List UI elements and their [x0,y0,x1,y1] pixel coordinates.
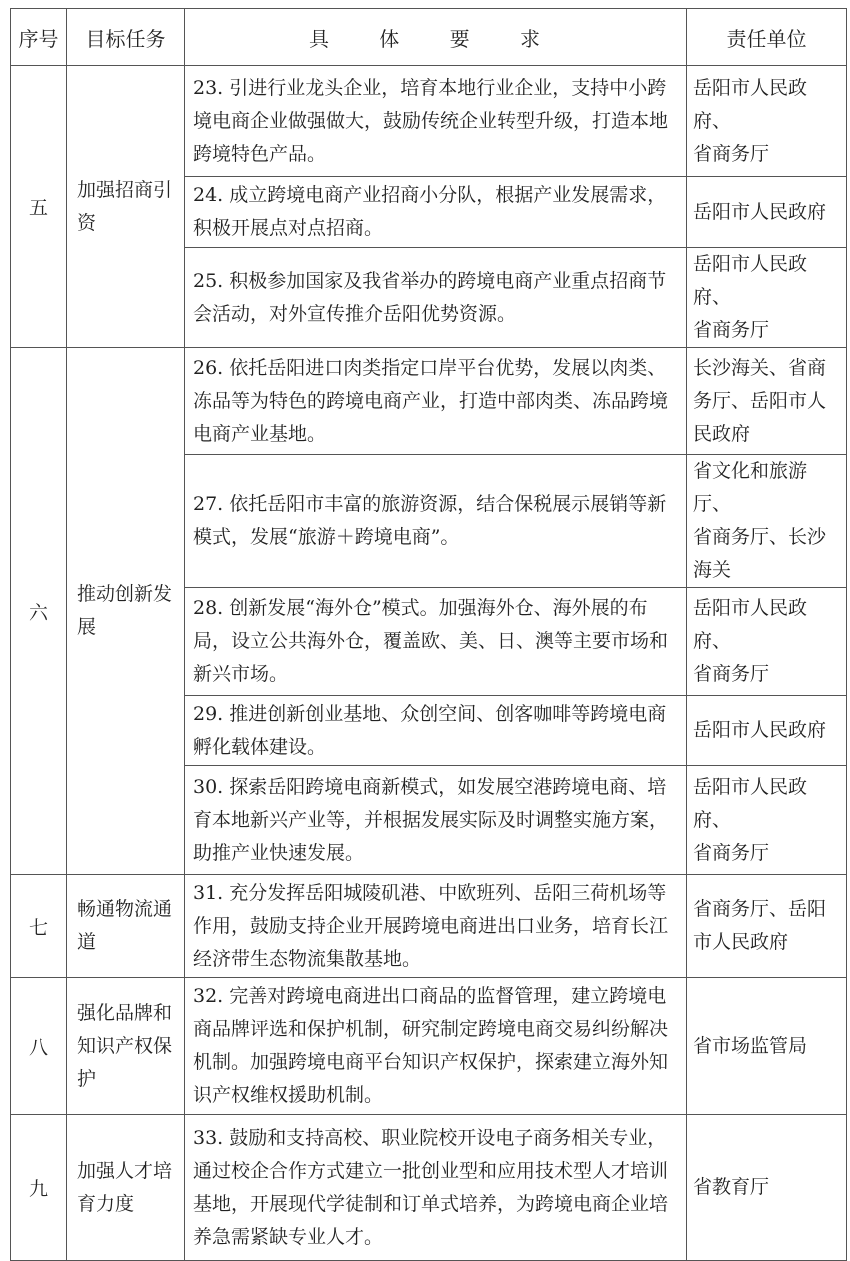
responsible-unit-line: 省商务厅 [693,319,770,341]
requirement-line: 养急需紧缺专业人才。 [193,1225,384,1248]
requirement-line: 会活动，对外宣传推介岳阳优势资源。 [193,302,517,325]
target-task-line: 育力度 [77,1192,135,1215]
table-row [11,66,847,177]
target-task [67,66,185,348]
table-row [11,875,847,978]
target-task-line: 加强招商引 [77,178,173,201]
requirement-line: 助推产业快速发展。 [193,841,365,864]
requirement-line: 23. 引进行业龙头企业，培育本地行业企业，支持中小跨 [193,76,667,99]
responsible-unit [687,766,847,875]
requirement-line: 26. 依托岳阳进口肉类指定口岸平台优势，发展以肉类、 [193,356,667,379]
responsible-unit-line: 岳阳市人民政府、 [693,597,808,652]
table-row [11,348,847,455]
responsible-unit-line: 省商务厅 [693,841,770,864]
target-task-line: 加强人才培 [77,1159,173,1182]
requirement-line: 30. 探索岳阳跨境电商新模式，如发展空港跨境电商、培 [193,775,667,798]
requirement [185,455,687,588]
requirement-line: 32. 完善对跨境电商进出口商品的监督管理，建立跨境电 [193,985,667,1007]
requirement [185,766,687,875]
header-requirements: 具 体 要 求 [185,9,687,66]
group-number: 九 [11,1115,67,1261]
requirement [185,348,687,455]
responsible-unit [687,455,847,588]
requirement-line: 24. 成立跨境电商产业招商小分队，根据产业发展需求， [193,184,667,206]
responsible-unit [687,588,847,696]
requirement [185,248,687,348]
target-task-line: 推动创新发 [77,583,173,605]
responsible-unit [687,66,847,177]
responsible-unit-line: 岳阳市人民政府 [693,719,827,741]
responsible-unit [687,248,847,348]
requirement-line: 新兴市场。 [193,663,289,685]
requirement-line: 通过校企合作方式建立一批创业型和应用技术型人才培训 [193,1159,669,1182]
requirement-line: 积极开展点对点招商。 [193,217,384,239]
requirement-line: 冻品等为特色的跨境电商产业，打造中部肉类、冻品跨境 [193,389,669,412]
table-body [11,66,847,1261]
requirement-line: 33. 鼓励和支持高校、职业院校开设电子商务相关专业， [193,1126,667,1149]
responsible-unit-line: 岳阳市人民政府 [693,200,827,223]
requirement-line: 识产权维权援助机制。 [193,1084,384,1106]
responsible-unit-line: 省商务厅、岳阳 [693,898,827,920]
responsible-unit-line: 省教育厅 [693,1176,770,1198]
target-task-line: 道 [77,931,97,953]
requirement-line: 作用，鼓励支持企业开展跨境电商进出口业务，培育长江 [193,914,669,937]
responsible-unit-line: 海关 [693,559,732,581]
requirement-line: 局，设立公共海外仓，覆盖欧、美、日、澳等主要市场和 [193,630,669,652]
requirement-line: 29. 推进创新创业基地、众创空间、创客咖啡等跨境电商 [193,702,667,725]
requirement-line: 机制。加强跨境电商平台知识产权保护，探索建立海外知 [193,1051,669,1073]
table-row [11,1115,847,1261]
responsible-unit-line: 岳阳市人民政府、 [693,253,808,308]
header-unit: 责任单位 [687,9,847,66]
responsible-unit-line: 省市场监管局 [693,1034,808,1057]
requirement-line: 电商产业基地。 [193,422,327,445]
header-number: 序号 [11,9,67,66]
requirement-line: 育本地新兴产业等，并根据发展实际及时调整实施方案， [193,808,669,831]
responsible-unit [687,978,847,1115]
requirement [185,1115,687,1261]
responsible-unit [687,348,847,455]
requirement-line: 模式，发展“旅游＋跨境电商”。 [193,526,460,548]
target-task [67,978,185,1115]
requirement-line: 31. 充分发挥岳阳城陵矶港、中欧班列、岳阳三荷机场等 [193,881,667,904]
group-number: 五 [11,66,67,348]
target-task-line: 知识产权保 [77,1034,173,1057]
target-task-line: 资 [77,211,97,234]
group-number: 六 [11,348,67,875]
responsible-unit [687,177,847,248]
requirement-line: 经济带生态物流集散基地。 [193,947,422,970]
target-task [67,348,185,875]
requirement [185,978,687,1115]
requirement-line: 商品牌评选和保护机制，研究制定跨境电商交易纠纷解决 [193,1018,669,1040]
requirement-line: 27. 依托岳阳市丰富的旅游资源，结合保税展示展销等新 [193,493,667,515]
responsible-unit-line: 市人民政府 [693,931,789,953]
target-task-line: 强化品牌和 [77,1001,173,1024]
requirement-line: 境电商企业做强做大，鼓励传统企业转型升级，打造本地 [193,109,669,132]
target-task-line: 畅通物流通 [77,898,173,920]
table-row [11,978,847,1115]
target-task-line: 展 [77,616,97,638]
header-row [11,9,847,66]
responsible-unit-line: 长沙海关、省商 [693,356,827,379]
header-task: 目标任务 [67,9,185,66]
requirement [185,875,687,978]
requirement [185,66,687,177]
target-task [67,875,185,978]
responsible-unit-line: 岳阳市人民政府、 [693,775,808,831]
requirement-line: 跨境特色产品。 [193,142,327,165]
requirement [185,696,687,766]
responsible-unit [687,1115,847,1261]
requirement-line: 25. 积极参加国家及我省举办的跨境电商产业重点招商节 [193,269,667,292]
responsible-unit-line: 岳阳市人民政府、 [693,76,808,132]
responsible-unit-line: 民政府 [693,422,751,445]
requirement-line: 基地，开展现代学徒制和订单式培养，为跨境电商企业培 [193,1192,669,1215]
requirement-line: 28. 创新发展“海外仓”模式。加强海外仓、海外展的布 [193,597,648,619]
responsible-unit-line: 省文化和旅游厅、 [693,460,808,515]
requirement [185,588,687,696]
group-number: 八 [11,978,67,1115]
requirement [185,177,687,248]
responsible-unit [687,875,847,978]
responsible-unit-line: 省商务厅、长沙 [693,526,827,548]
target-task [67,1115,185,1261]
responsible-unit-line: 务厅、岳阳市人 [693,389,827,412]
responsible-unit-line: 省商务厅 [693,663,770,685]
requirement-line: 孵化载体建设。 [193,735,327,758]
target-task-line: 护 [77,1067,97,1090]
group-number: 七 [11,875,67,978]
responsible-unit-line: 省商务厅 [693,142,770,165]
responsible-unit [687,696,847,766]
task-table [10,8,847,1261]
